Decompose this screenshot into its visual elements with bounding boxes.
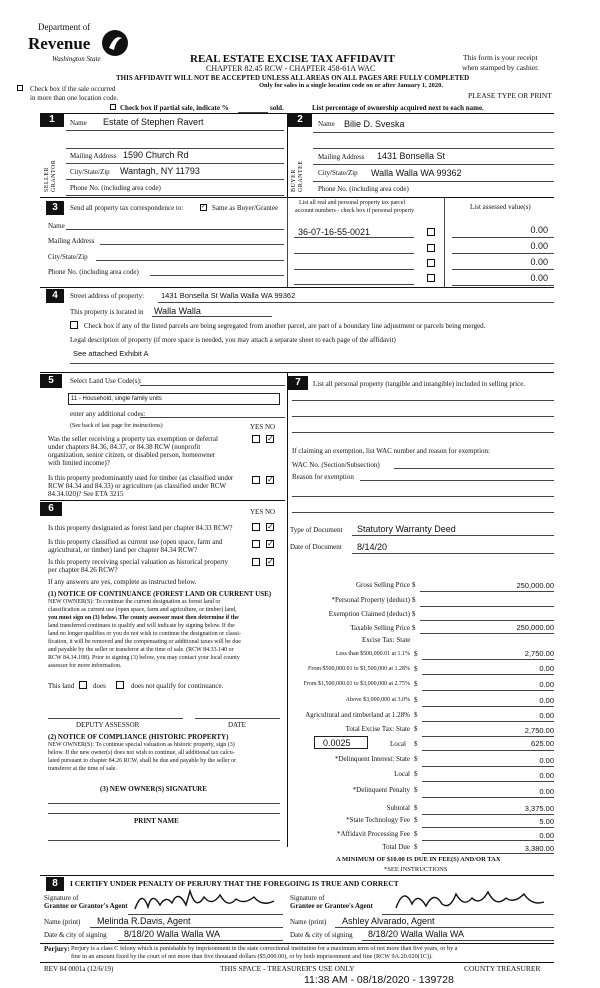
wac-number-label: WAC No. (Section/Subsection): [292, 461, 380, 469]
delinquent-local-field[interactable]: 0.00: [539, 771, 554, 780]
timber-question-line2: RCW 84.34 and 84.33) or agriculture (as classified under RCW: [48, 482, 227, 490]
document-date-label: Date of Document: [290, 543, 342, 551]
does-not-qualify-label: does not qualify for continuance.: [131, 682, 224, 690]
agricultural-label: Agricultural and timberland at 1.28%: [305, 711, 410, 719]
subtotal-field[interactable]: 3,375.00: [524, 804, 554, 813]
personal-property-checkbox-4[interactable]: [427, 274, 435, 282]
legal-description-field[interactable]: See attached Exhibit A: [73, 349, 149, 358]
forest-yes-checkbox[interactable]: [252, 523, 260, 531]
located-in-label: This property is located in: [70, 308, 144, 316]
personal-property-checkbox-1[interactable]: [427, 228, 435, 236]
continuance-line4: land transferred continues to qualify and will indicate by signing below. If the: [48, 623, 235, 629]
located-in-field[interactable]: Walla Walla: [154, 306, 201, 316]
grantee-date-field[interactable]: 8/18/20 Walla Walla WA: [368, 929, 465, 939]
dollar-sign: $: [412, 624, 416, 632]
delinquent-penalty-field[interactable]: 0.00: [539, 787, 554, 796]
segregated-label: Check box if any of the listed parcels are being segregated from another parcel, are part of a boundary line adjustment or parcels being merged.: [84, 322, 486, 330]
sec3-mail-label: Mailing Address: [48, 237, 95, 245]
taxable-price-field[interactable]: 250,000.00: [516, 623, 554, 632]
dollar-sign: $: [414, 770, 418, 778]
parcel-header-2: account numbers - check box if personal property: [295, 208, 415, 214]
continuance-line5: land no longer qualifies or you do not wish to continue the designation or classi-: [48, 631, 241, 637]
see-instructions-note: *SEE INSTRUCTIONS: [384, 866, 448, 873]
dollar-sign: $: [414, 804, 418, 812]
historic-question-line2: per chapter 84.26 RCW?: [48, 566, 118, 574]
timber-question-line3: 84.34.020)? See ETA 3215: [48, 490, 124, 498]
tech-fee-label: *State Technology Fee: [346, 816, 410, 824]
compliance-notice-title: (2) NOTICE OF COMPLIANCE (HISTORIC PROPERTY): [48, 733, 229, 741]
forest-land-question: Is this property designated as forest land per chapter 84.33 RCW?: [48, 524, 233, 532]
seller-name-label: Name: [70, 119, 87, 127]
historic-question-line1: Is this property receiving special valuation as historical property: [48, 558, 229, 566]
same-as-buyer-label: Same as Buyer/Grantee: [212, 204, 279, 212]
partial-sale-checkbox[interactable]: [110, 104, 116, 110]
form-subtitle: CHAPTER 82.45 RCW - CHAPTER 458-61A WAC: [206, 64, 376, 73]
receipt-note: This form is your receipt: [463, 53, 538, 62]
compliance-line3: lated pursuant to chapter 84.26 RCW, shall be due and payable by the seller or: [48, 758, 237, 764]
sec3-city-label: City/State/Zip: [48, 253, 88, 261]
tier3-field[interactable]: 0.00: [539, 680, 554, 689]
section-5-badge: 5: [40, 374, 62, 388]
tier4-label: Above $3,000,000 at 3.0%: [345, 697, 410, 703]
dollar-sign: $: [412, 610, 416, 618]
total-due-field[interactable]: 3,380.00: [524, 844, 554, 853]
dollar-sign: $: [414, 725, 418, 733]
personal-property-deduct-label: *Personal Property (deduct): [331, 596, 410, 604]
affidavit-fee-field[interactable]: 0.00: [539, 831, 554, 840]
buyer-grantee-side-label: BUYER GRANTEE: [291, 160, 304, 192]
continuance-line6: fication, it will be removed and the compensating or additional taxes will be due: [48, 639, 241, 645]
minimum-due-note: A MINIMUM OF $10.00 IS DUE IN FEE(S) AND/OR TAX: [336, 856, 501, 863]
land-use-value: 11 - Household, single family units: [71, 396, 162, 402]
exemption-question-line2: under chapters 84.36, 84.37, or 84.38 RCW (nonprofit: [48, 443, 201, 451]
new-owner-signature-title: (3) NEW OWNER(S) SIGNATURE: [100, 785, 207, 793]
document-type-field[interactable]: Statutory Warranty Deed: [357, 524, 456, 534]
grantor-signature-label: Signature of: [44, 894, 79, 902]
timber-no-checkbox[interactable]: ✓: [267, 475, 274, 484]
tech-fee-field[interactable]: 5.00: [539, 817, 554, 826]
timber-question-line1: Is this property predominantly used for timber (as classified under: [48, 474, 234, 482]
print-name-label: PRINT NAME: [134, 817, 179, 825]
grantee-name-field[interactable]: Ashley Alvarado, Agent: [342, 916, 435, 926]
continuance-line9: assessor for more information.: [48, 663, 122, 669]
seller-mail-field[interactable]: 1590 Church Rd: [123, 150, 189, 160]
gross-price-field[interactable]: 250,000.00: [516, 581, 554, 590]
washington-state-label: Washington State: [52, 55, 101, 63]
grantee-signature[interactable]: [390, 884, 550, 914]
continuance-line7: and payable by the seller or transferor at the time of sale. (RCW 84.33.140 or: [48, 647, 234, 653]
seller-name-field[interactable]: Estate of Stephen Ravert: [103, 117, 204, 127]
current-use-yes-checkbox[interactable]: [252, 540, 260, 548]
dor-logo-icon: [100, 28, 130, 58]
dollar-sign: $: [414, 786, 418, 794]
dollar-sign: $: [414, 650, 418, 658]
gross-price-label: Gross Selling Price: [355, 581, 410, 589]
cashier-stamp: 11:38 AM - 08/18/2020 - 139728: [304, 974, 454, 986]
personal-property-checkbox-3[interactable]: [427, 259, 435, 267]
total-state-label: Total Excise Tax: State: [345, 725, 410, 733]
parcel-header: List all real and personal property tax parcel: [299, 200, 406, 206]
parcel-number-field[interactable]: 36-07-16-55-0021: [298, 227, 371, 237]
certify-statement: I CERTIFY UNDER PENALTY OF PERJURY THAT THE FOREGOING IS TRUE AND CORRECT: [70, 879, 399, 888]
sec5-no-header: NO: [265, 423, 276, 431]
personal-property-label: List all personal property (tangible and intangible) included in selling price.: [313, 380, 526, 388]
tier3-label: From $1,500,000.01 to $3,000,000 at 2.75%: [303, 681, 410, 687]
seller-grantor-side-label: SELLER GRANTOR: [44, 159, 57, 192]
seller-mail-label: Mailing Address: [70, 152, 117, 160]
delinquent-penalty-label: *Delinquent Penalty: [352, 786, 410, 794]
multi-location-checkbox[interactable]: [17, 85, 23, 91]
sec6-yes-header: YES: [250, 508, 264, 516]
send-correspondence-label: Send all property tax correspondence to:: [70, 204, 184, 212]
grantee-signature-label-2: Grantee or Grantee's Agent: [290, 902, 373, 910]
sec6-no-header: NO: [265, 508, 276, 516]
grantor-name-field[interactable]: Melinda R.Davis, Agent: [97, 916, 191, 926]
exemption-no-checkbox[interactable]: ✓: [267, 434, 274, 443]
personal-property-checkbox-2[interactable]: [427, 244, 435, 252]
partial-sale-label: Check box if partial sale, indicate %: [120, 104, 229, 112]
dollar-sign: $: [414, 740, 418, 748]
assessed-value-1[interactable]: 0.00: [530, 225, 548, 235]
document-date-field[interactable]: 8/14/20: [357, 542, 388, 552]
tier1-label: Less than $500,000.01 at 1.1%: [335, 651, 410, 657]
section-8-badge: 8: [46, 877, 64, 891]
dollar-sign: $: [412, 581, 416, 589]
does-qualify-checkbox[interactable]: [79, 681, 87, 689]
see-back-note: (See back of last page for instructions): [70, 423, 163, 429]
multi-location-label-2: in more than one location code.: [30, 94, 119, 102]
delinquent-state-field[interactable]: 0.00: [539, 756, 554, 765]
assessed-value-4[interactable]: 0.00: [530, 273, 548, 283]
compliance-line4: transferor at the time of sale.: [48, 766, 117, 772]
affidavit-fee-label: *Affidavit Processing Fee: [337, 830, 410, 838]
street-address-field[interactable]: 1431 Bonsella St Walla Walla WA 99362: [161, 291, 296, 300]
current-use-no-checkbox[interactable]: ✓: [267, 539, 274, 548]
dollar-sign: $: [414, 680, 418, 688]
continuance-line1: NEW OWNER(S): To continue the current designation as forest land or: [48, 599, 221, 605]
assessed-value-2[interactable]: 0.00: [530, 241, 548, 251]
assessor-date-label: DATE: [228, 721, 246, 729]
section-2-badge: 2: [288, 113, 312, 127]
dollar-sign: $: [414, 830, 418, 838]
grantee-name-label: Name (print): [290, 918, 327, 926]
buyer-phone-label: Phone No. (including area code): [318, 185, 409, 193]
deputy-assessor-label: DEPUTY ASSESSOR: [76, 721, 140, 729]
document-type-label: Type of Document: [290, 526, 343, 534]
section-6-badge: 6: [40, 502, 62, 516]
tier1-field[interactable]: 2,750.00: [524, 649, 554, 658]
assessed-header: List assessed value(s): [470, 203, 531, 211]
exemption-reason-label: Reason for exemption: [292, 473, 354, 481]
dollar-sign: $: [414, 711, 418, 719]
completion-warning: THIS AFFIDAVIT WILL NOT BE ACCEPTED UNLESS ALL AREAS ON ALL PAGES ARE FULLY COMPLETED: [116, 74, 470, 82]
grantor-signature[interactable]: [130, 885, 280, 915]
perjury-label: Perjury:: [44, 945, 70, 953]
buyer-city-label: City/State/Zip: [318, 169, 358, 177]
legal-description-label: Legal description of property (if more space is needed, you may attach a separate sheet to each page of the affidavit): [70, 336, 396, 344]
ownership-instruction: List percentage of ownership acquired next to each name.: [312, 104, 484, 112]
multi-location-label: Check box if the sale occurred: [30, 85, 116, 93]
delinquent-state-label: *Delinquent Interest: State: [334, 755, 410, 763]
single-location-note: Only for sales in a single location code on or after January 1, 2020.: [259, 82, 443, 89]
tier4-field[interactable]: 0.00: [539, 696, 554, 705]
buyer-name-label: Name: [318, 120, 335, 128]
if-yes-instruction: If any answers are yes, complete as instructed below.: [48, 578, 197, 586]
grantee-signature-label: Signature of: [290, 894, 325, 902]
buyer-mail-field[interactable]: 1431 Bonsella St: [377, 151, 446, 161]
perjury-text-2: fine in an amount fixed by the court of not more than five thousand dollars ($5,000.00), or by both imprisonment and fine (RCW 9A.20.020(1C)).: [71, 953, 433, 960]
local-rate-field: 0.0025: [323, 738, 351, 748]
sec3-phone-label: Phone No. (including area code): [48, 268, 139, 276]
segregated-checkbox[interactable]: [70, 321, 78, 329]
this-land-label: This land: [48, 682, 75, 690]
continuance-notice-title: (1) NOTICE OF CONTINUANCE (FOREST LAND OR CURRENT USE): [48, 590, 272, 598]
sec3-name-label: Name: [48, 222, 65, 230]
revenue-wordmark: Revenue: [28, 34, 91, 53]
local-label: Local: [390, 740, 406, 748]
does-not-qualify-checkbox[interactable]: [116, 681, 124, 689]
street-address-label: Street address of property:: [70, 292, 145, 300]
dollar-sign: $: [414, 816, 418, 824]
section-3-badge: 3: [46, 201, 64, 215]
receipt-note-2: when stamped by cashier.: [462, 63, 540, 72]
dollar-sign: $: [414, 665, 418, 673]
sec5-yes-header: YES: [250, 423, 264, 431]
buyer-name-field[interactable]: Bilie D. Sveska: [344, 119, 405, 129]
assessed-value-3[interactable]: 0.00: [530, 257, 548, 267]
seller-city-field[interactable]: Wantagh, NY 11793: [120, 166, 200, 176]
continuance-line2: classification as current use (open space, farm and agriculture, or timber) land,: [48, 607, 237, 613]
buyer-city-field[interactable]: Walla Walla WA 99362: [371, 168, 462, 178]
dollar-sign: $: [414, 843, 418, 851]
exemption-question-line4: with limited income)?: [48, 459, 110, 467]
county-treasurer-label: COUNTY TREASURER: [464, 964, 541, 973]
grantor-signature-label-2: Grantor or Grantor's Agent: [44, 902, 128, 910]
treasurer-space-label: THIS SPACE - TREASURER'S USE ONLY: [220, 964, 355, 973]
tier2-field[interactable]: 0.00: [539, 664, 554, 673]
sold-label: sold.: [270, 104, 284, 112]
delinquent-local-label: Local: [394, 770, 410, 778]
grantor-name-label: Name (print): [44, 918, 81, 926]
seller-phone-label: Phone No. (including area code): [70, 184, 161, 192]
current-use-question-line2: agricultural, or timber) land per chapter 84.34 RCW?: [48, 546, 198, 554]
exemption-question-line1: Was the seller receiving a property tax exemption or deferral: [48, 435, 218, 443]
dollar-sign: $: [414, 696, 418, 704]
exemption-yes-checkbox[interactable]: [252, 435, 260, 443]
total-due-label: Total Due: [382, 843, 410, 851]
dollar-sign: $: [412, 596, 416, 604]
land-use-label: Select Land Use Code(s):: [70, 377, 142, 385]
taxable-price-label: Taxable Selling Price: [350, 624, 410, 632]
timber-yes-checkbox[interactable]: [252, 476, 260, 484]
perjury-text-1: Perjury is a class C felony which is punishable by imprisonment in the state correctional institution for a maximum term of not more than five years, or by a: [71, 945, 458, 952]
grantor-date-label: Date & city of signing: [44, 931, 107, 939]
continuance-line8: RCW 84.34.108). Prior to signing (3) below, you may contact your local county: [48, 655, 240, 661]
form-title: REAL ESTATE EXCISE TAX AFFIDAVIT: [190, 53, 395, 65]
subtotal-label: Subtotal: [386, 804, 410, 812]
does-label: does: [93, 682, 106, 690]
local-tax-field[interactable]: 625.00: [531, 739, 554, 748]
exemption-claimed-label: Exemption Claimed (deduct): [328, 610, 410, 618]
compliance-line1: NEW OWNER(S): To continue special valuation as historic property, sign (3): [48, 742, 235, 748]
exemption-question-line3: organization, senior citizen, or disabled person, homeowner: [48, 451, 216, 459]
agricultural-field[interactable]: 0.00: [539, 711, 554, 720]
dollar-sign: $: [414, 755, 418, 763]
section-7-badge: 7: [288, 376, 308, 390]
type-or-print-label: PLEASE TYPE OR PRINT: [468, 91, 552, 100]
continuance-line3: you must sign on (3) below. The county assessor must then determine if the: [48, 615, 239, 621]
forest-no-checkbox[interactable]: ✓: [267, 522, 274, 531]
tier2-label: From $500,000.01 to $1,500,000 at 1.28%: [308, 666, 410, 672]
buyer-mail-label: Mailing Address: [318, 153, 365, 161]
excise-tax-header: Excise Tax: State: [362, 636, 411, 644]
form-revision: REV 84 0001a (12/6/19): [44, 965, 114, 973]
historic-no-checkbox[interactable]: ✓: [267, 557, 274, 566]
section-4-badge: 4: [46, 289, 64, 303]
section-1-badge: 1: [40, 113, 64, 127]
grantor-date-field[interactable]: 8/18/20 Walla Walla WA: [124, 929, 221, 939]
seller-city-label: City/State/Zip: [70, 168, 110, 176]
total-state-field[interactable]: 2,750.00: [524, 726, 554, 735]
dept-of-label: Department of: [38, 22, 91, 32]
historic-yes-checkbox[interactable]: [252, 558, 260, 566]
same-as-buyer-checkbox[interactable]: ✓: [201, 204, 207, 210]
exemption-claim-label: If claiming an exemption, list WAC number and reason for exemption:: [292, 447, 490, 455]
additional-codes-label: enter any additional codes:: [70, 410, 146, 418]
grantee-date-label: Date & city of signing: [290, 931, 353, 939]
current-use-question-line1: Is this property classified as current use (open space, farm and: [48, 538, 223, 546]
compliance-line2: below. If the new owner(s) does not wish to continue, all additional tax calcu-: [48, 750, 235, 756]
